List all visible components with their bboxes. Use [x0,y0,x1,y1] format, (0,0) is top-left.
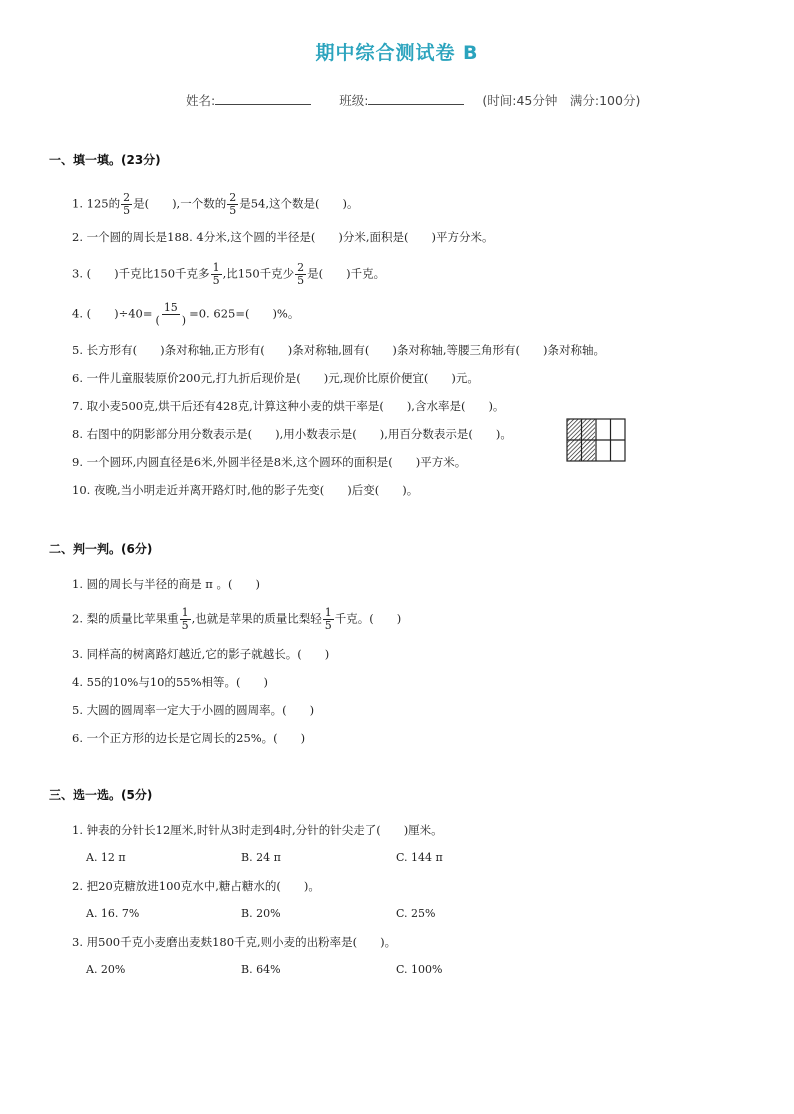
q-text: ,比150千克少 [222,266,295,281]
s3-q2-option-a[interactable]: A. 16. 7% [86,907,140,920]
s2-question-4: 4. 55的10%与10的55%相等。( ) [72,675,268,689]
s2-question-2 [72,607,401,632]
s3-question-2: 2. 把20克糖放进100克水中,糖占糖水的( )。 [72,879,320,893]
s1-question-4 [72,302,299,327]
s1-question-5: 5. 长方形有( )条对称轴,正方形有( )条对称轴,圆有( )条对称轴,等腰三角形有( )条对称轴。 [72,343,605,357]
s3-question-3: 3. 用500千克小麦磨出麦麸180千克,则小麦的出粉率是( )。 [72,935,397,949]
q-text: 3. ( )千克比150千克多 [72,266,210,281]
name-label: 姓名: [186,93,216,108]
name-blank[interactable] [215,92,311,105]
s1-question-7: 7. 取小麦500克,烘干后还有428克,计算这种小麦的烘干率是( ),含水率是( )。 [72,399,505,413]
section-1-heading: 一、填一填。(23分) [49,153,161,167]
s3-q3-option-a[interactable]: A. 20% [86,963,126,976]
s1-question-10: 10. 夜晚,当小明走近并离开路灯时,他的影子先变( )后变( )。 [72,483,419,497]
q-text: 2. 梨的质量比苹果重 [72,611,179,626]
s3-q3-option-b[interactable]: B. 64% [241,963,281,976]
s2-question-1: 1. 圆的周长与半径的商是 π 。( ) [72,577,260,591]
student-info-header [186,91,640,109]
page-title: 期中综合测试卷 B [315,42,479,64]
q-text: 是( )千克。 [307,266,386,281]
section-3-heading: 三、选一选。(5分) [49,788,153,802]
fraction: $\frac{2}{5}$ [123,191,131,217]
s1-question-8: 8. 右图中的阴影部分用分数表示是( ),用小数表示是( ),用百分数表示是( )。 [72,427,512,441]
s2-question-3: 3. 同样高的树离路灯越近,它的影子就越长。( ) [72,647,330,661]
fraction: $\frac{15}{( )}$ [155,301,187,327]
section-2-heading: 二、判一判。(6分) [49,542,153,556]
grid-figure [566,418,626,462]
fraction: $\frac{1}{5}$ [181,606,189,632]
q-text: 千克。( ) [334,611,402,626]
class-label: 班级: [339,93,369,108]
q-text: 是54,这个数是( )。 [239,196,359,211]
q-text: 1. 125的 [72,196,121,211]
s3-q3-option-c[interactable]: C. 100% [396,963,443,976]
s3-q1-option-c[interactable]: C. 144 π [396,851,443,864]
s1-question-6: 6. 一件儿童服装原价200元,打九折后现价是( )元,现价比原价便宜( )元。 [72,371,479,385]
fraction: $\frac{2}{5}$ [297,261,305,287]
s3-q1-option-b[interactable]: B. 24 π [241,851,281,864]
s1-question-9: 9. 一个圆环,内圆直径是6米,外圆半径是8米,这个圆环的面积是( )平方米。 [72,455,467,469]
fraction: $\frac{1}{5}$ [324,606,332,632]
fraction: $\frac{2}{5}$ [229,191,237,217]
s2-question-6: 6. 一个正方形的边长是它周长的25%。( ) [72,731,306,745]
s1-question-2: 2. 一个圆的周长是188. 4分米,这个圆的半径是( )分米,面积是( )平方分米。 [72,230,494,244]
s1-question-1 [72,192,358,217]
s3-q2-option-b[interactable]: B. 20% [241,907,281,920]
s3-q2-option-c[interactable]: C. 25% [396,907,436,920]
q-text: 4. ( )÷40= [72,306,153,321]
q-text: ,也就是苹果的质量比梨轻 [191,611,322,626]
s2-question-5: 5. 大圆的圆周率一定大于小圆的圆周率。( ) [72,703,315,717]
class-blank[interactable] [368,92,464,105]
s3-q1-option-a[interactable]: A. 12 π [86,851,126,864]
q-text: 是( ),一个数的 [133,196,227,211]
q-text: =0. 625=( )%。 [189,306,300,321]
fraction: $\frac{1}{5}$ [212,261,220,287]
time-score-info: (时间:45分钟 满分:100分) [482,93,641,108]
s1-question-3 [72,262,385,287]
s3-question-1: 1. 钟表的分针长12厘米,时针从3时走到4时,分针的针尖走了( )厘米。 [72,823,443,837]
